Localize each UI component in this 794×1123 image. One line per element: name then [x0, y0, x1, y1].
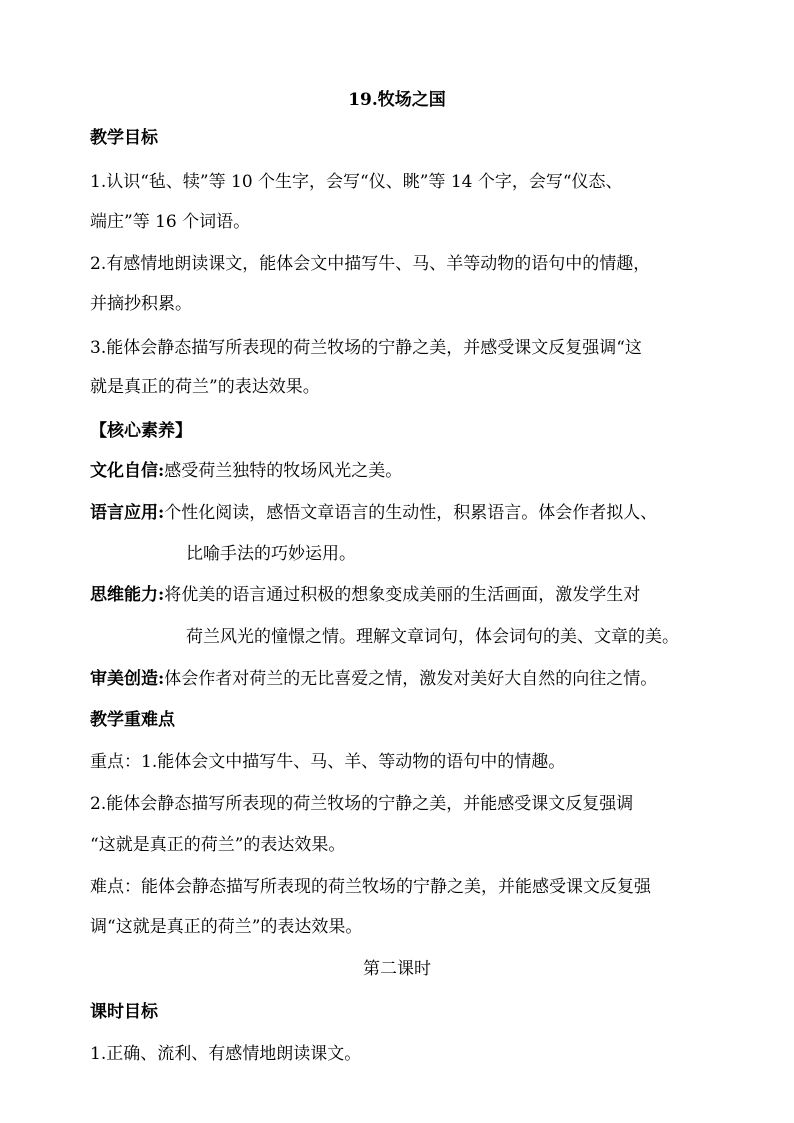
language-text-1: 个性化阅读，感悟文章语言的生动性，积累语言。体会作者拟人、	[164, 503, 658, 523]
goal-1-line-2: 端庄”等 16 个词语。	[90, 212, 251, 232]
thinking-text-2: 荷兰风光的憧憬之情。理解文章词句，体会词句的美、文章的美。	[186, 627, 679, 647]
teaching-goals-heading: 教学目标	[90, 128, 158, 148]
lesson-goal-1: 1.正确、流利、有感情地朗读课文。	[90, 1044, 362, 1064]
core-literacy-heading: 【核心素养】	[90, 421, 192, 441]
aesthetic-label: 审美创造:	[90, 669, 165, 689]
language-row	[90, 502, 657, 524]
key-point-2-line-1: 2.能体会静态描写所表现的荷兰牧场的宁静之美，并能感受课文反复强调	[90, 794, 634, 814]
culture-row	[90, 460, 402, 482]
goal-2-line-1: 2.有感情地朗读课文，能体会文中描写牛、马、羊等动物的语句中的情趣，	[90, 254, 651, 274]
aesthetic-row	[90, 668, 657, 690]
language-text-2: 比喻手法的巧妙运用。	[186, 544, 356, 564]
key-point-1: 重点：1.能体会文中描写牛、马、羊、等动物的语句中的情趣。	[90, 752, 566, 772]
thinking-label: 思维能力:	[90, 585, 165, 605]
thinking-text-1: 将优美的语言通过积极的想象变成美丽的生活画面，激发学生对	[164, 585, 641, 605]
goal-3-line-1: 3.能体会静态描写所表现的荷兰牧场的宁静之美，并感受课文反复强调“这	[90, 338, 642, 358]
goal-3-line-2: 就是真正的荷兰”的表达效果。	[90, 377, 320, 397]
difficult-point-line-1: 难点：能体会静态描写所表现的荷兰牧场的宁静之美，并能感受课文反复强	[90, 877, 651, 897]
key-point-2-line-2: “这就是真正的荷兰”的表达效果。	[90, 835, 346, 855]
lesson-goal-heading: 课时目标	[90, 1002, 158, 1022]
document-title: 19.牧场之国	[348, 90, 446, 110]
culture-label: 文化自信:	[90, 461, 165, 481]
thinking-row	[90, 584, 640, 606]
goal-1-line-1: 1.认识“毡、犊”等 10 个生字，会写“仪、眺”等 14 个字，会写“仪态、	[90, 172, 623, 192]
culture-text: 感受荷兰独特的牧场风光之美。	[164, 461, 403, 481]
aesthetic-text: 体会作者对荷兰的无比喜爱之情，激发对美好大自然的向往之情。	[164, 669, 658, 689]
key-difficult-heading: 教学重难点	[90, 710, 175, 730]
language-label: 语言应用:	[90, 503, 165, 523]
goal-2-line-2: 并摘抄积累。	[90, 294, 192, 314]
difficult-point-line-2: 调“这就是真正的荷兰”的表达效果。	[90, 917, 363, 937]
lesson-title: 第二课时	[363, 959, 431, 979]
